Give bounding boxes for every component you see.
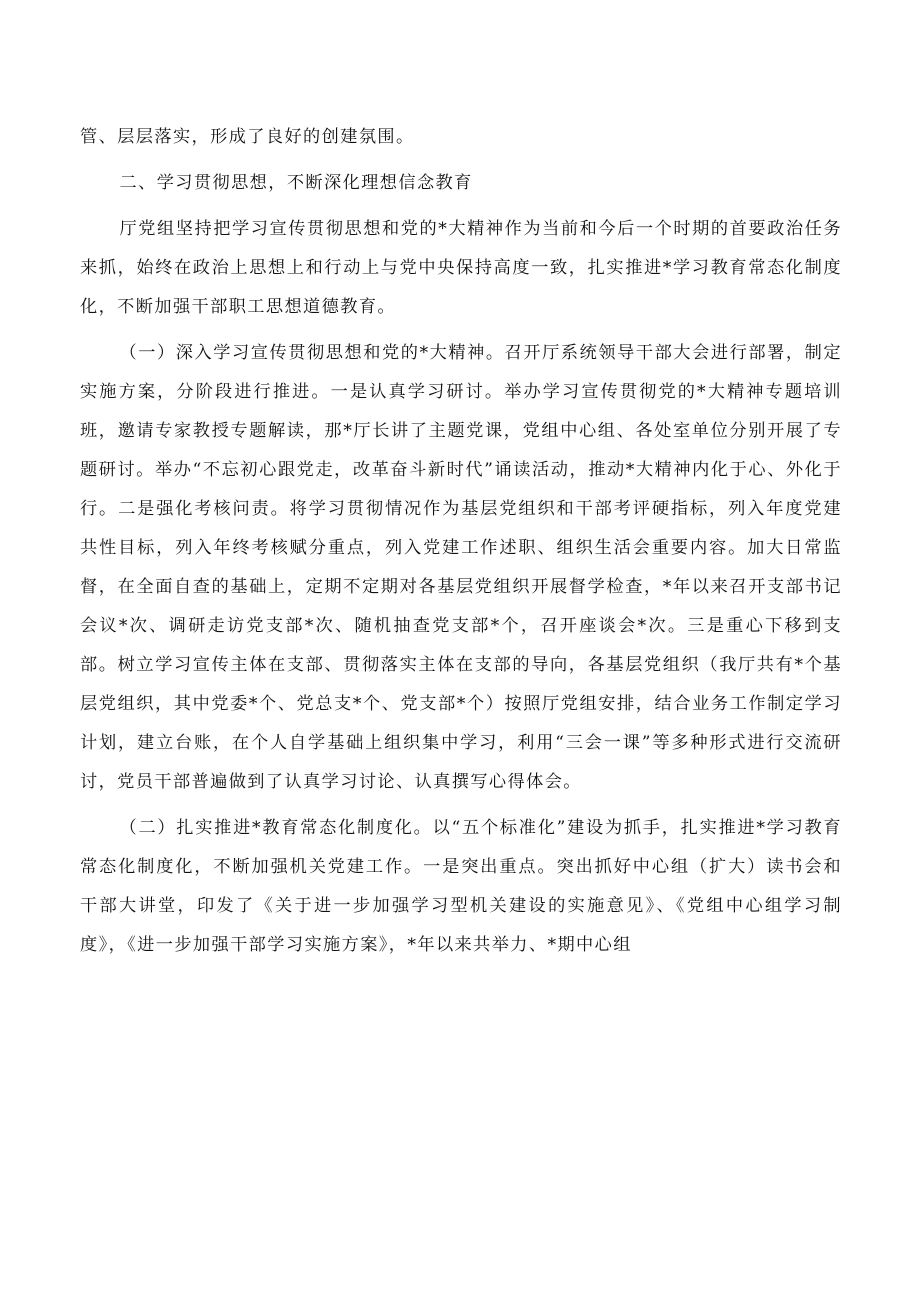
paragraph-subsection-2: （二）扎实推进*教育常态化制度化。以“五个标准化”建设为抓手，扎实推进*学习教育常态化制度化，不断加强机关党建工作。一是突出重点。突出抓好中心组（扩大）读书会和干部大讲堂，印发了《关于进一步加强学习型机关建设的实施意见》、《党组中心组学习制度》，《进一步加强干部学习实施方案》，*年以来共举力、*期中心组: [80, 818, 842, 955]
paragraph-continuation: 管、层层落实，形成了良好的创建氛围。: [80, 127, 415, 147]
paragraph-subsection-1: （一）深入学习宣传贯彻思想和党的*大精神。召开厅系统领导干部大会进行部署，制定实施方案，分阶段进行推进。一是认真学习研讨。举办学习宣传贯彻党的*大精神专题培训班，邀请专家教授专题解读，那*厅长讲了主题党课，党组中心组、各处室单位分别开展了专题研讨。举办“不忘初心跟党走，改革奋斗新时代”诵读活动，推动*大精神内化于心、外化于行。二是强化考核问责。将学习贯彻情况作为基层党组织和干部考评硬指标，列入年度党建共性目标，列入年终考核赋分重点，列入党建工作述职、组织生活会重要内容。加大日常监督，在全面自查的基础上，定期不定期对各基层党组织开展督学检查，*年以来召开支部书记会议*次、调研走访党支部*次、随机抽查党支部*个，召开座谈会*次。三是重心下移到支部。树立学习宣传主体在支部、贯彻落实主体在支部的导向，各基层党组织（我厅共有*个基层党组织，其中党委*个、党总支*个、党支部*个）按照厅党组安排，结合业务工作制定学习计划，建立台账，在个人自学基础上组织集中学习，利用“三会一课”等多种形式进行交流研讨，党员干部普遍做到了认真学习讨论、认真撰写心得体会。: [80, 343, 842, 792]
paragraph-intro: 厅党组坚持把学习宣传贯彻思想和党的*大精神作为当前和今后一个时期的首要政治任务来抓，始终在政治上思想上和行动上与党中央保持高度一致，扎实推进*学习教育常态化制度化，不断加强干部职工思想道德教育。: [80, 219, 842, 317]
document-page: [80, 118, 842, 965]
section-heading: 二、学习贯彻思想，不断深化理想信念教育: [119, 173, 473, 193]
